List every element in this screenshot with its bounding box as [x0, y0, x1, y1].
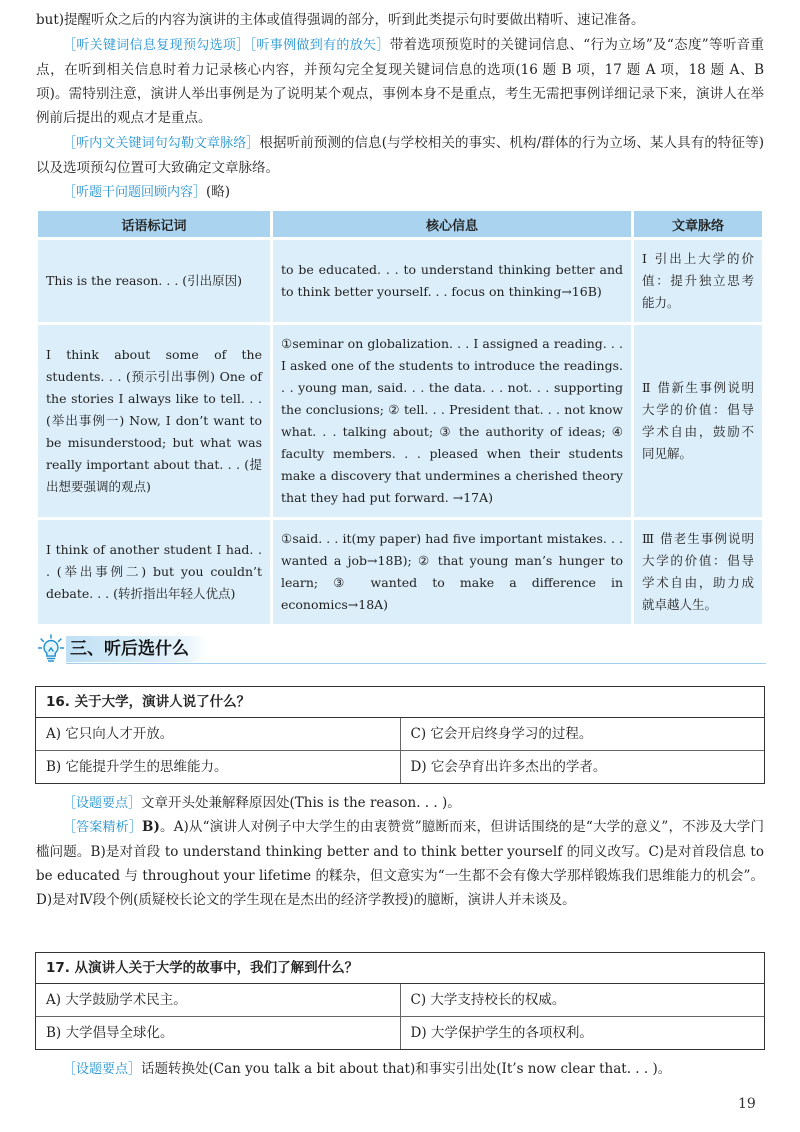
question-17-stem: 17. 从演讲人关于大学的故事中，我们了解到什么？: [36, 953, 764, 984]
header-context: 文章脉络: [634, 211, 762, 237]
section-title: 三、听后选什么: [66, 636, 207, 662]
tag-answer-analysis: ［答案精析］: [63, 820, 143, 835]
page-number: 19: [738, 1096, 756, 1112]
option-16d: D) 它会孕育出许多杰出的学者。: [400, 751, 765, 783]
tag-targeted-examples: ［听事例做到有的放矢］: [249, 38, 390, 53]
q16-key-text: 文章开头处兼解释原因处(This is the reason. . . )。: [141, 795, 461, 811]
option-16a: A) 它只向人才开放。: [46, 726, 174, 742]
cell-info: ①seminar on globalization. . . I assigned a reading. . . I asked one of the students to introduce the readings. . . young man, said. . . the data. . . not. . . supporting the conclusions; ② tell. . . President that. . . not know what. . . talking about; ③ the authority of ideas; ④ faculty members. . . pleased when their students make a discovery that undermines a cherished theory that they had put forward. →17A): [273, 325, 631, 517]
option-16c: C) 它会开启终身学习的过程。: [400, 718, 765, 750]
table-row: [38, 325, 762, 517]
q16-answer-letter: B): [142, 819, 160, 835]
option-16b: B) 它能提升学生的思维能力。: [46, 759, 228, 775]
analysis-table: [35, 208, 765, 627]
intro-text-2: 带着选项预览时的关键词信息、“行为立场”及“态度”等听音重点，在听到相关信息时着力记录核心内容，并预勾完全复现关键词信息的选项(16 题 B 项，17 题 A 项，18 题 A、B 项)。需特别注意，演讲人举出事例是为了说明某个观点，事例本身不是重点，考生无需把事例详细记录下来，演讲人在举例前后提出的观点才是重点。: [36, 37, 764, 126]
cell-context: Ⅰ 引出上大学的价值：提升独立思考能力。: [634, 240, 762, 322]
tag-outline-structure: ［听内文关键词句勾勒文章脉络］: [63, 136, 260, 151]
option-17a: A) 大学鼓励学术民主。: [46, 992, 187, 1008]
tag-review-content: ［听题干问题回顾内容］: [63, 185, 207, 200]
question-17: [35, 952, 765, 1050]
option-row: [36, 718, 764, 750]
option-17d: D) 大学保护学生的各项权利。: [400, 1017, 765, 1049]
tag-key-point: ［设题要点］: [63, 1062, 142, 1077]
option-row: [36, 1016, 764, 1049]
q16-answer-analysis: [36, 815, 764, 912]
option-17c: C) 大学支持校长的权威。: [400, 984, 765, 1016]
tag-keyword-recurrence: ［听关键词信息复现预勾选项］: [63, 38, 250, 53]
header-core-info: 核心信息: [273, 211, 631, 237]
section-divider: [66, 663, 766, 664]
intro-paragraph-3: [36, 131, 764, 180]
intro-paragraph-1: [36, 8, 764, 32]
cell-info: ①said. . . it(my paper) had five important mistakes. . . wanted a job→18B); ② that young man’s hunger to learn; ③ wanted to make a difference in economics→18A): [273, 520, 631, 624]
option-row: [36, 750, 764, 783]
option-row: [36, 984, 764, 1016]
cell-context: Ⅱ 借新生事例说明大学的价值：倡导学术自由，鼓励不同见解。: [634, 325, 762, 517]
q16-answer-text: 。A)从“演讲人对例子中大学生的由衷赞赏”臆断而来，但讲话围绕的是“大学的意义”，不涉及大学门槛问题。B)是对首段 to understand thinking better and to think better yourself 的同义改写。C)是对首段信息 to be educated 与 throughout your lifetime 的糅杂，但文意实为“一生都不会有像大学那样锻炼我们思维能力的机会”。D)是对Ⅳ段个例(质疑校长论文的学生现在是杰出的经济学教授)的臆断，演讲人并未谈及。: [36, 819, 764, 908]
q16-key-point: [36, 791, 764, 816]
cell-markers: This is the reason. . . (引出原因): [38, 240, 270, 322]
cell-context: Ⅲ 借老生事例说明大学的价值：倡导学术自由，助力成就卓越人生。: [634, 520, 762, 624]
table-row: [38, 240, 762, 322]
q17-key-point: [36, 1057, 764, 1082]
cell-markers: I think of another student I had. . . (举出事例二) but you couldn’t debate. . . (转折指出年轻人优点): [38, 520, 270, 624]
table-header-row: [38, 211, 762, 237]
lightbulb-icon: [38, 634, 64, 664]
intro-text-4: (略): [206, 184, 231, 200]
q17-key-text: 话题转换处(Can you talk a bit about that)和事实引出处(It’s now clear that. . . )。: [141, 1061, 672, 1077]
intro-paragraph-2: [36, 33, 764, 130]
question-16-stem: 16. 关于大学，演讲人说了什么？: [36, 687, 764, 718]
header-markers: 话语标记词: [38, 211, 270, 237]
intro-text-3: 根据听前预测的信息(与学校相关的事实、机构/群体的行为立场、某人具有的特征等)以及选项预勾位置可大致确定文章脉络。: [36, 135, 764, 176]
intro-paragraph-4: [36, 180, 764, 205]
tag-key-point: ［设题要点］: [63, 796, 142, 811]
cell-info: to be educated. . . to understand thinking better and to think better yourself. . . focus on thinking→16B): [273, 240, 631, 322]
cell-markers: I think about some of the students. . . (预示引出事例) One of the stories I always like to tell. . . (举出事例一) Now, I don’t want to be misunderstood; but what was really important about that. . . (提出想要强调的观点): [38, 325, 270, 517]
option-17b: B) 大学倡导全球化。: [46, 1025, 174, 1041]
intro-text-1: but)提醒听众之后的内容为演讲的主体或值得强调的部分，听到此类提示句时要做出精听、速记准备。: [36, 12, 645, 28]
table-row: [38, 520, 762, 624]
question-16: [35, 686, 765, 784]
section-heading: [36, 632, 766, 668]
